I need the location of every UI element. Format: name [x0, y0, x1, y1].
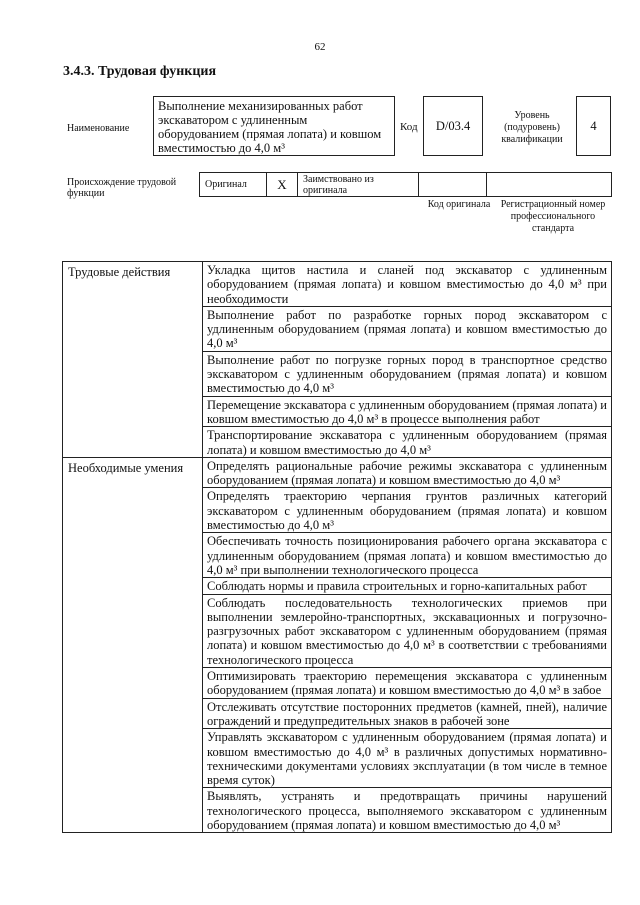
table-row	[63, 457, 612, 488]
name-label: Наименование	[67, 123, 130, 134]
function-table	[62, 261, 612, 833]
code-box: D/03.4	[423, 96, 483, 156]
code-original-caption: Код оригинала	[427, 199, 491, 210]
code-original-cell	[419, 173, 487, 197]
original-label: Оригинал	[200, 173, 267, 197]
table-cell-item: Соблюдать нормы и правила строительных и горно-капитальных работ	[203, 578, 612, 594]
table-cell-item: Перемещение экскаватора с удлиненным оборудованием (прямая лопата) и ковшом вместимостью до 4,0 м³ в процессе выполнения работ	[203, 396, 612, 427]
table-cell-item: Укладка щитов настила и сланей под экскаватор с удлиненным оборудованием (прямая лопата) и ковшом вместимостью до 4,0 м³ при необходимости	[203, 262, 612, 307]
table-cell-item: Выявлять, устранять и предотвращать причины нарушений технологического процесса, выполняемого экскаватором с удлиненным оборудованием (прямая лопата) и ковшом вместимостью до 4,0 м³	[203, 788, 612, 833]
level-box: 4	[576, 96, 611, 156]
section-title: 3.4.3. Трудовая функция	[63, 64, 217, 79]
table-cell-item: Определять траекторию черпания грунтов различных категорий экскаватором с удлиненным оборудованием (прямая лопата) и ковшом вместимостью до 4,0 м³	[203, 488, 612, 533]
reg-number-caption: Регистрационный номер профессионального стандарта	[500, 199, 606, 234]
reg-number-cell	[487, 173, 612, 197]
table-cell-item: Транспортирование экскаватора с удлиненным оборудованием (прямая лопата) и ковшом вместимостью до 4,0 м³	[203, 427, 612, 458]
table-cell-item: Соблюдать последовательность технологических приемов при выполнении землеройно-транспортных, экскавационных и погрузочно-разгрузочных работ экскаватором с удлиненным оборудованием (прямая лопата) и ковшом вместимостью до 4,0 м³ в соответствии с требованиями технологического процесса	[203, 594, 612, 667]
table-cell-item: Выполнение работ по погрузке горных пород в транспортное средство экскаватором с удлиненным оборудованием (прямая лопата) и ковшом вместимостью до 4,0 м³	[203, 351, 612, 396]
section-category: Трудовые действия	[63, 262, 203, 458]
function-name-box: Выполнение механизированных работ экскаватором с удлиненным оборудованием (прямая лопата) и ковшом вместимостью до 4,0 м³	[153, 96, 395, 156]
page-number: 62	[314, 41, 326, 53]
section-category: Необходимые умения	[63, 457, 203, 832]
table-cell-item: Обеспечивать точность позиционирования рабочего органа экскаватора с удлиненным оборудованием (прямая лопата) и ковшом вместимостью до 4,0 м³ при выполнении технологического процесса	[203, 533, 612, 578]
table-cell-item: Оптимизировать траекторию перемещения экскаватора с удлиненным оборудованием (прямая лопата) и ковшом вместимостью до 4,0 м³ в забое	[203, 668, 612, 699]
origin-label: Происхождение трудовой функции	[67, 177, 177, 199]
original-mark: X	[267, 173, 298, 197]
origin-table	[199, 172, 612, 197]
table-cell-item: Отслеживать отсутствие посторонних предметов (камней, пней), наличие ограждений и предупредительных знаков в рабочей зоне	[203, 698, 612, 729]
table-cell-item: Выполнение работ по разработке горных пород экскаватором с удлиненным оборудованием (прямая лопата) и ковшом вместимостью до 4,0 м³	[203, 306, 612, 351]
code-label: Код	[400, 121, 418, 133]
table-row	[63, 262, 612, 307]
table-cell-item: Управлять экскаватором с удлиненным оборудованием (прямая лопата) и ковшом вместимостью до 4,0 м³ в различных допустимых нормативно-техническими документами условиях эксплуатации (в том числе в темное время суток)	[203, 729, 612, 788]
borrowed-label: Заимствовано из оригинала	[298, 173, 419, 197]
table-cell-item: Определять рациональные рабочие режимы экскаватора с удлиненным оборудованием (прямая лопата) и ковшом вместимостью до 4,0 м³	[203, 457, 612, 488]
level-label: Уровень (подуровень) квалификации	[501, 110, 563, 145]
